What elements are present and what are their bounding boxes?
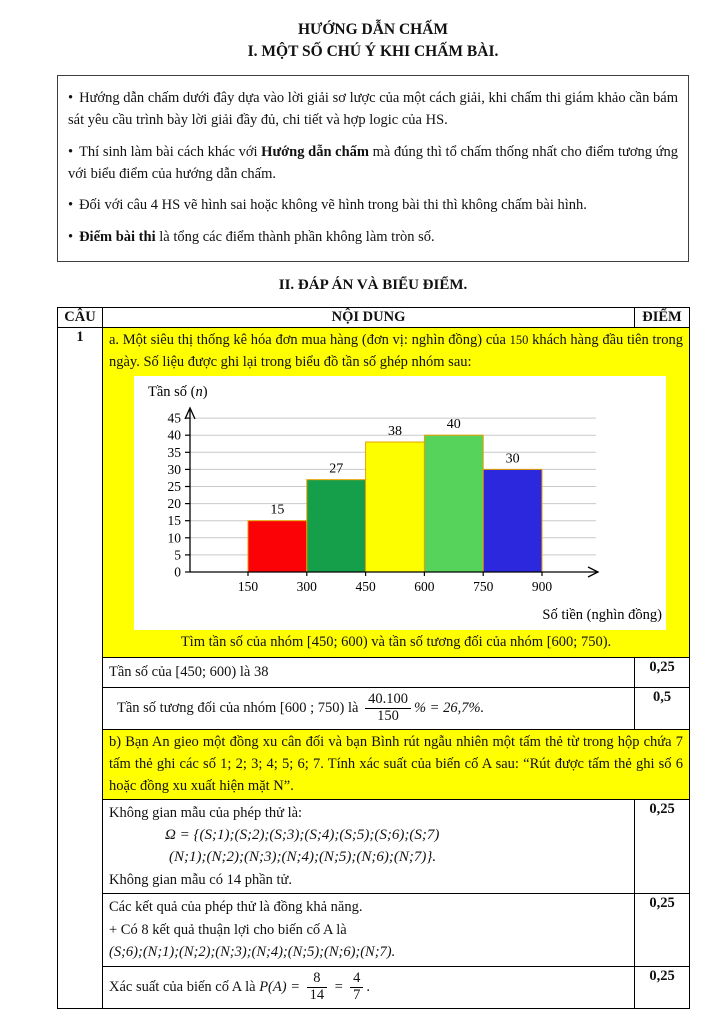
answer-row-b1 xyxy=(58,799,690,894)
svg-text:Số tiền (nghìn đồng): Số tiền (nghìn đồng) xyxy=(542,607,662,624)
fraction xyxy=(350,971,363,1004)
sample-space-cell xyxy=(103,799,635,894)
svg-text:Tần số (n): Tần số (n) xyxy=(148,384,208,401)
header-cau: CÂU xyxy=(58,307,103,327)
fraction xyxy=(307,971,328,1004)
svg-text:300: 300 xyxy=(296,579,317,595)
answer-table xyxy=(57,307,690,1009)
table-header-row xyxy=(58,307,690,327)
equals-sign: = xyxy=(333,978,344,995)
sample-space-intro: Không gian mẫu của phép thử là: xyxy=(109,804,303,821)
svg-text:30: 30 xyxy=(505,451,520,467)
score-cell: 0,25 xyxy=(635,799,690,894)
svg-text:450: 450 xyxy=(355,579,376,595)
note-text: Hướng dẫn chấm dưới đây dựa vào lời giải sơ lược của một cách giải, khi chấm thi giám khảo cần bám sát yêu cầu trình bày lời giải đầy đủ, chi tiết và hợp logic của HS. xyxy=(68,90,678,129)
bullet-icon: • xyxy=(68,90,74,107)
note-text: Thí sinh làm bài cách khác với xyxy=(79,143,258,160)
doc-title: HƯỚNG DẪN CHẤM xyxy=(297,21,449,38)
question-a-text-2: khách hàng đầu tiên trong ngày. Số liệu được ghi lại trong biểu đồ tần số ghép nhóm sau: xyxy=(109,331,684,370)
svg-text:20: 20 xyxy=(167,496,181,512)
find-task-text: Tìm tần số của nhóm [450; 600) và tần số tương đối của nhóm [600; 750). xyxy=(180,634,612,651)
probability-pa: P(A) xyxy=(259,978,287,995)
section-2-title: II. ĐÁP ÁN VÀ BIỂU ĐIỂM. xyxy=(278,276,468,293)
svg-text:15: 15 xyxy=(167,513,181,529)
score-cell: 0,5 xyxy=(635,688,690,730)
score-cell: 0,25 xyxy=(635,894,690,967)
frequency-histogram xyxy=(134,376,666,630)
svg-text:25: 25 xyxy=(167,479,181,495)
svg-text:27: 27 xyxy=(329,462,344,478)
svg-text:15: 15 xyxy=(270,503,285,519)
svg-text:40: 40 xyxy=(446,417,461,433)
part-a-question-cell xyxy=(103,327,690,658)
question-number-cell: 1 xyxy=(58,327,103,1008)
svg-text:5: 5 xyxy=(174,547,181,563)
score-cell: 0,25 xyxy=(635,658,690,688)
score-cell: 0,25 xyxy=(635,966,690,1008)
svg-text:10: 10 xyxy=(167,530,181,546)
svg-text:35: 35 xyxy=(167,445,181,461)
probability-cell xyxy=(103,966,635,1008)
bullet-icon: • xyxy=(68,143,74,160)
note-item-4 xyxy=(68,227,678,249)
probability-pre: Xác suất của biến cố A là xyxy=(109,978,256,995)
bullet-icon: • xyxy=(68,197,74,214)
part-b-question-cell xyxy=(103,730,690,799)
note-text: mà đúng thì tổ chấm thống nhất cho điểm tương ứng với biểu điểm của hướng dẫn chấm. xyxy=(68,143,679,182)
answer-a2-post: % = 26,7%. xyxy=(413,700,485,717)
period: . xyxy=(366,978,371,995)
answer-row-a1 xyxy=(58,658,690,688)
answer-row-b3 xyxy=(58,966,690,1008)
question-a-row xyxy=(58,327,690,658)
question-b-row xyxy=(58,730,690,799)
question-a-text xyxy=(109,330,683,374)
fraction-numerator: 40.100 xyxy=(365,692,411,709)
note-item-2 xyxy=(68,142,678,186)
answer-a1-cell xyxy=(103,658,635,688)
grading-notes-box xyxy=(57,75,689,262)
fraction-denominator: 150 xyxy=(377,708,399,725)
question-a-number: 150 xyxy=(509,332,529,347)
svg-text:40: 40 xyxy=(167,428,181,444)
equally-likely-text: Các kết quả của phép thử là đồng khả năng. xyxy=(109,899,363,916)
fraction-denominator: 7 xyxy=(353,986,361,1003)
question-b-text: b) Bạn An gieo một đồng xu cân đối và bạn Bình rút ngẫu nhiên một tấm thẻ từ trong hộp chứa 7 tấm thẻ ghi các số 1; 2; 3; 4; 5; 6; 7. Tính xác suất của biến cố A sau: “Rút được tấm thẻ ghi số 6 hoặc đồng xu xuất hiện mặt N”. xyxy=(109,734,683,794)
answer-a2-cell xyxy=(103,688,635,730)
note-item-1 xyxy=(68,88,678,132)
favorable-count-text: + Có 8 kết quả thuận lợi cho biến cố A là xyxy=(109,921,347,938)
svg-text:0: 0 xyxy=(174,564,181,580)
fraction-numerator: 8 xyxy=(307,971,328,988)
bullet-icon: • xyxy=(68,229,74,246)
sample-space-set-s: Ω = {(S;1);(S;2);(S;3);(S;4);(S;5);(S;6);(S;7) xyxy=(165,827,440,844)
answer-row-a2 xyxy=(58,688,690,730)
answer-a2-text xyxy=(117,692,628,725)
svg-text:750: 750 xyxy=(473,579,494,595)
document-content xyxy=(57,0,689,1009)
svg-text:45: 45 xyxy=(167,410,181,426)
equals-sign: = xyxy=(290,978,300,995)
sample-space-count: Không gian mẫu có 14 phần tử. xyxy=(109,871,293,888)
answer-a1-text: Tần số của [450; 600) là 38 xyxy=(109,664,269,681)
fraction xyxy=(365,692,411,725)
answer-row-b2 xyxy=(58,894,690,967)
svg-text:900: 900 xyxy=(531,579,553,595)
svg-text:150: 150 xyxy=(237,579,259,595)
doc-subtitle: I. MỘT SỐ CHÚ Ý KHI CHẤM BÀI. xyxy=(247,42,499,60)
probability-text xyxy=(109,971,628,1004)
note-text: Đối với câu 4 HS vẽ hình sai hoặc không vẽ hình trong bài thi thì không chấm bài hình. xyxy=(79,197,587,214)
favorable-outcomes-set: (S;6);(N;1);(N;2);(N;3);(N;4);(N;5);(N;6);(N;7). xyxy=(109,944,396,961)
header-diem: ĐIỂM xyxy=(635,307,690,327)
answer-a2-pre: Tần số tương đối của nhóm [600 ; 750) là xyxy=(117,700,359,717)
histogram-svg xyxy=(134,376,666,630)
favorable-outcomes-cell xyxy=(103,894,635,967)
note-text: là tổng các điểm thành phần không làm tròn số. xyxy=(159,229,435,246)
note-text-bold: Hướng dẫn chấm xyxy=(261,143,369,160)
note-text-bold: Điểm bài thi xyxy=(79,229,156,246)
fraction-denominator: 14 xyxy=(309,986,325,1003)
svg-text:38: 38 xyxy=(388,424,402,440)
svg-text:600: 600 xyxy=(414,579,435,595)
header-noidung: NỘI DUNG xyxy=(103,307,635,327)
fraction-numerator: 4 xyxy=(350,971,363,988)
svg-text:30: 30 xyxy=(167,462,181,478)
question-a-text-1: a. Một siêu thị thống kê hóa đơn mua hàng (đơn vị: nghìn đồng) của xyxy=(109,331,506,348)
sample-space-set-n: (N;1);(N;2);(N;3);(N;4);(N;5);(N;6);(N;7)}. xyxy=(169,849,437,866)
note-item-3 xyxy=(68,195,678,217)
